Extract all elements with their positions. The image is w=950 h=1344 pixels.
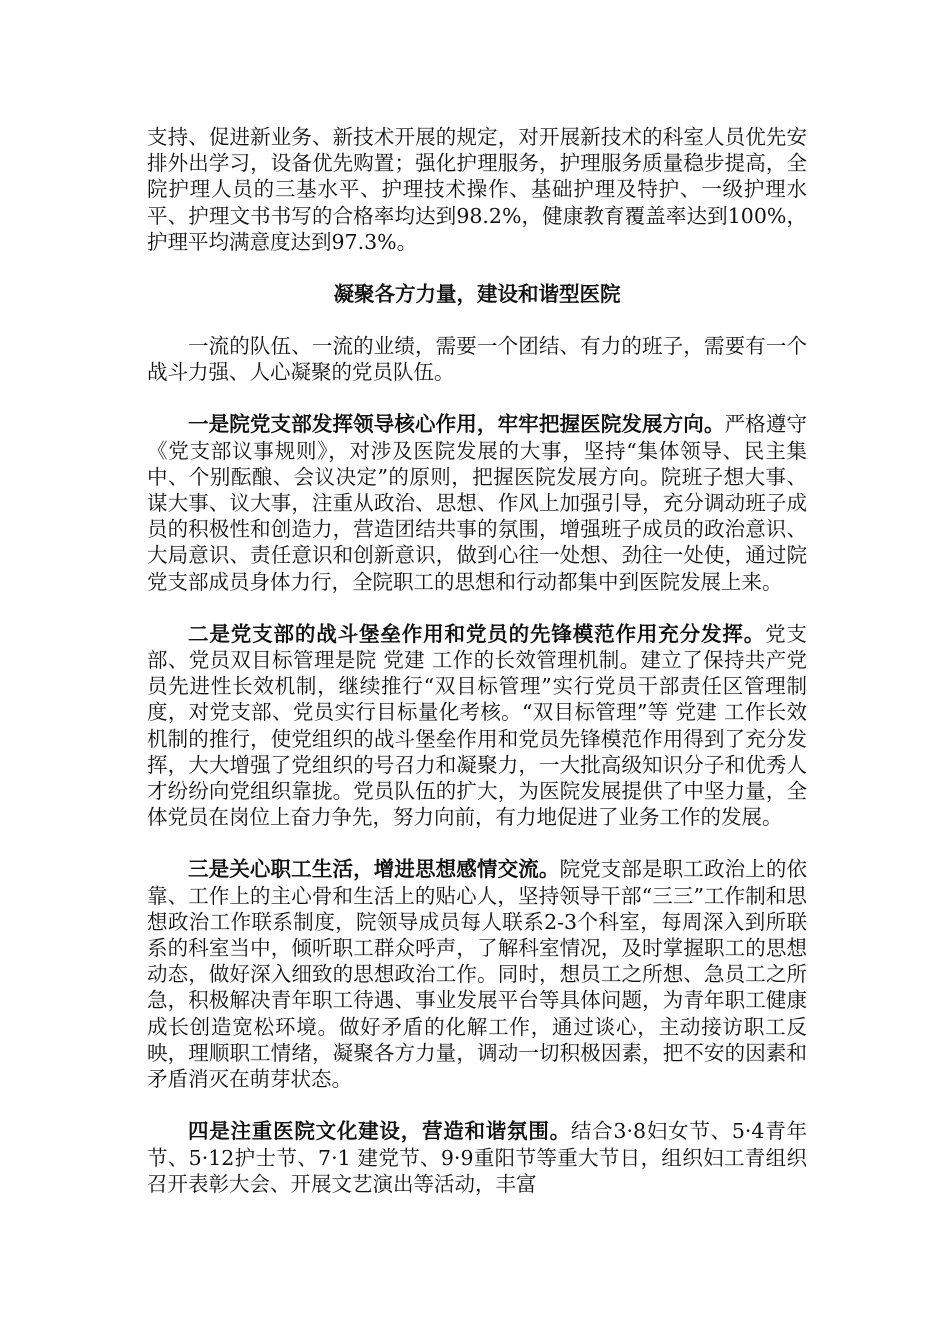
point-paragraph-1 — [147, 411, 807, 594]
point-lead-2: 二是党支部的战斗堡垒作用和党员的先锋模范作用充分发挥。 — [188, 621, 766, 646]
point-body-3: 院党支部是职工政治上的依靠、工作上的主心骨和生活上的贴心人，坚持领导干部“三三”工作制和思想政治工作联系制度，院领导成员每人联系2-3个科室，每周深入到所联系的科室当中，倾听职工群众呼声，了解科室情况，及时掌握职工的思想动态，做好深入细致的思想政治工作。同时，想员工之所想、急员工之所急，积极解决青年职工待遇、事业发展平台等具体问题，为青年职工健康成长创造宽松环境。做好矛盾的化解工作，通过谈心，主动接访职工反映，理顺职工情绪，凝聚各方力量，调动一切积极因素，把不安的因素和矛盾消灭在萌芽状态。 — [147, 857, 808, 1092]
point-body-1: 严格遵守《党支部议事规则》，对涉及医院发展的大事，坚持“集体领导、民主集中、个别酝酿、会议决定”的原则，把握医院发展方向。院班子想大事、谋大事、议大事，注重从政治、思想、作风上加强引导，充分调动班子成员的积极性和创造力，营造团结共事的氛围，增强班子成员的政治意识、大局意识、责任意识和创新意识，做到心往一处想、劲往一处使，通过院党支部成员身体力行，全院职工的思想和行动都集中到医院发展上来。 — [147, 412, 808, 594]
point-body-2: 党支部、党员双目标管理是院 党建 工作的长效管理机制。建立了保持共产党员先进性长效机制，继续推行“双目标管理”实行党员干部责任区管理制度，对党支部、党员实行目标量化考核。“双目标管理”等 党建 工作长效机制的推行，使党组织的战斗堡垒作用和党员先锋模范作用得到了充分发挥，大大增强了党组织的号召力和凝聚力，一大批高级知识分子和优秀人才纷纷向党组织靠拢。党员队伍的扩大，为医院发展提供了中坚力量，全体党员在岗位上奋力争先，努力向前，有力地促进了业务工作的发展。 — [147, 621, 807, 830]
point-lead-4: 四是注重医院文化建设，营造和谐氛围。 — [188, 1119, 571, 1144]
intro-paragraph: 支持、促进新业务、新技术开展的规定，对开展新技术的科室人员优先安排外出学习，设备优先购置；强化护理服务，护理服务质量稳步提高，全院护理人员的三基水平、护理技术操作、基础护理及特护、一级护理水平、护理文书书写的合格率均达到98.2%，健康教育覆盖率达到100%，护理平均满意度达到97.3%。 — [147, 125, 807, 254]
section-intro-paragraph: 一流的队伍、一流的业绩，需要一个团结、有力的班子，需要有一个战斗力强、人心凝聚的党员队伍。 — [147, 334, 807, 385]
point-paragraph-2 — [147, 621, 807, 831]
point-lead-3: 三是关心职工生活，增进思想感情交流。 — [188, 857, 560, 882]
document-page — [147, 124, 807, 1197]
point-paragraph-4 — [147, 1118, 807, 1197]
point-paragraph-3 — [147, 856, 807, 1092]
point-body-4: 结合3·8妇女节、5·4青年节、5·12护士节、7·1 建党节、9·9重阳节等重大节日，组织妇工青组织召开表彰大会、开展文艺演出等活动，丰富 — [147, 1119, 808, 1196]
point-lead-1: 一是院党支部发挥领导核心作用，牢牢把握医院发展方向。 — [188, 412, 725, 437]
section-heading: 凝聚各方力量，建设和谐型医院 — [333, 282, 621, 307]
